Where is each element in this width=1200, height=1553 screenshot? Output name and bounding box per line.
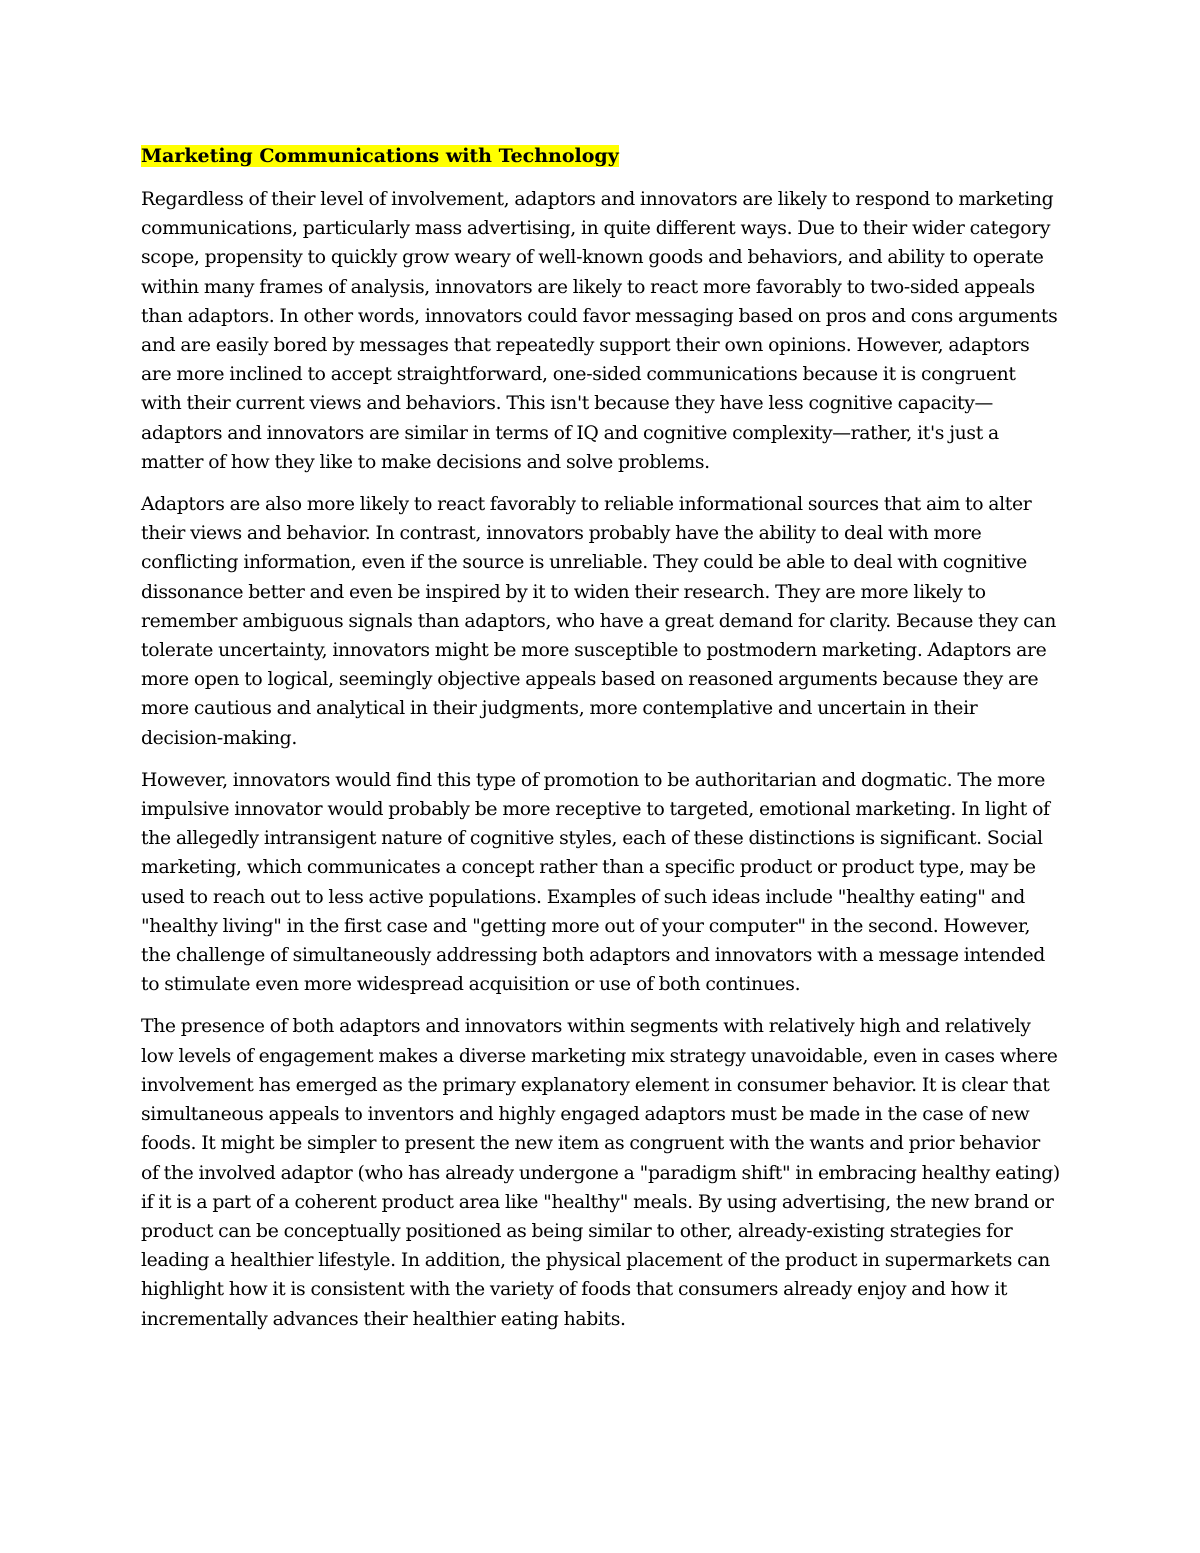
document-title-text: Marketing Communications with Technology: [141, 145, 619, 167]
document-title: [141, 142, 1061, 171]
paragraph-4: The presence of both adaptors and innovators within segments with relatively high and relatively low levels of engagement makes a diverse marketing mix strategy unavoidable, even in cases where involvement has emerged as the primary explanatory element in consumer behavior. It is clear that simultaneous appeals to inventors and highly engaged adaptors must be made in the case of new foods. It might be simpler to present the new item as congruent with the wants and prior behavior of the involved adaptor (who has already undergone a "paradigm shift" in embracing healthy eating) if it is a part of a coherent product area like "healthy" meals. By using advertising, the new brand or product can be conceptually positioned as being similar to other, already-existing strategies for leading a healthier lifestyle. In addition, the physical placement of the product in supermarkets can highlight how it is consistent with the variety of foods that consumers already enjoy and how it incrementally advances their healthier eating habits.: [141, 1016, 1060, 1330]
paragraph-3: However, innovators would find this type of promotion to be authoritarian and dogmatic. The more impulsive innovator would probably be more receptive to targeted, emotional marketing. In light of the allegedly intransigent nature of cognitive styles, each of these distinctions is significant. Social marketing, which communicates a concept rather than a specific product or product type, may be used to reach out to less active populations. Examples of such ideas include "healthy eating" and "healthy living" in the first case and "getting more out of your computer" in the second. However, the challenge of simultaneously addressing both adaptors and innovators with a message intended to stimulate even more widespread acquisition or use of both continues.: [141, 769, 1050, 996]
document-body: [141, 142, 1061, 1347]
paragraph-2: Adaptors are also more likely to react favorably to reliable informational sources that aim to alter their views and behavior. In contrast, innovators probably have the ability to deal with more conflicting information, even if the source is unreliable. They could be able to deal with cognitive dissonance better and even be inspired by it to widen their research. They are more likely to remember ambiguous signals than adaptors, who have a great demand for clarity. Because they can tolerate uncertainty, innovators might be more susceptible to postmodern marketing. Adaptors are more open to logical, seemingly objective appeals based on reasoned arguments because they are more cautious and analytical in their judgments, more contemplative and uncertain in their decision-making.: [141, 494, 1056, 749]
paragraph-1: Regardless of their level of involvement, adaptors and innovators are likely to respond to marketing communications, particularly mass advertising, in quite different ways. Due to their wider category scope, propensity to quickly grow weary of well-known goods and behaviors, and ability to operate within many frames of analysis, innovators are likely to react more favorably to two-sided appeals than adaptors. In other words, innovators could favor messaging based on pros and cons arguments and are easily bored by messages that repeatedly support their own opinions. However, adaptors are more inclined to accept straightforward, one-sided communications because it is congruent with their current views and behaviors. This isn't because they have less cognitive capacity—adaptors and innovators are similar in terms of IQ and cognitive complexity—rather, it's just a matter of how they like to make decisions and solve problems.: [141, 189, 1058, 473]
